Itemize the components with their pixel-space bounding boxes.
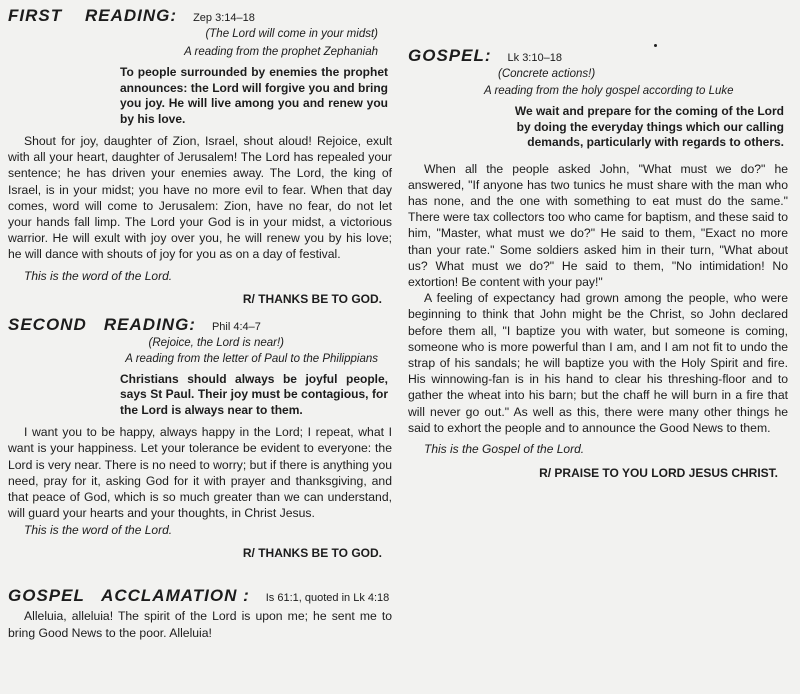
first-reading-closing: This is the word of the Lord. (24, 268, 173, 283)
first-reading-summary: To people surrounded by enemies the prophet announces: the Lord will forgive you and bring you joy. He will live among you and renew you by his love. (120, 65, 388, 126)
acclamation-header (8, 586, 392, 606)
gospel-ref: Lk 3:10–18 (507, 52, 562, 64)
gospel-response: R/ PRAISE TO YOU LORD JESUS CHRIST. (539, 465, 778, 480)
second-reading-header (8, 315, 392, 335)
acclamation-heading: GOSPEL ACCLAMATION : (8, 586, 250, 606)
right-column (408, 0, 788, 480)
gospel-heading: GOSPEL: (408, 46, 492, 65)
gospel-header (408, 46, 788, 66)
second-reading-heading: SECOND READING: (8, 314, 196, 334)
first-reading-body: Shout for joy, daughter of Zion, Israel, shout aloud! Rejoice, exult with all your heart, daughter of Jerusalem! The Lord has repealed your sentence; he has driven your enemies away. The Lord, the king of Israel, is in your midst; you have no more evil to fear. When that day comes, word will come to Jerusalem: Zion, have no fear, do not let your hands fall limp. The Lord your God is in your midst, a victorious warrior. He will exult with joy over you, he will renew you by his love; he will dance with shouts of joy for you as on a day of festival. (8, 134, 392, 262)
gospel-theme: (Concrete actions!) (498, 68, 596, 80)
gospel-body-1: When all the people asked John, "What must we do?" he answered, "If anyone has two tunics he must share with the man who has none, and the one with something to eat must do the same." There were tax collectors too who came for baptism, and these said to him, "Master, what must we do?" He said to them, "Exact no more than your rate." Some soldiers asked him in their turn, "What about us? What must we do?" He said to them, "No intimidation! No extortion! Be content with your pay!" (408, 161, 788, 289)
gospel-acclamation (8, 586, 392, 640)
first-reading-source: A reading from the prophet Zephaniah (184, 46, 378, 58)
first-reading-theme: (The Lord will come in your midst) (205, 28, 378, 40)
first-reading-response: R/ THANKS BE TO GOD. (242, 291, 382, 306)
gospel-body-2: A feeling of expectancy had grown among the people, who were beginning to think that John might be the Christ, so John declared before them all, "I baptize you with water, but someone is coming, someone who is more powerful than I am, and I am not fit to undo the strap of his sandals; he will baptize you with the Holy Spirit and fire. His winnowing-fan is in his hand to clear his threshing-floor and to gather the wheat into his barn; but the chaff he will burn in a fire that will never go out." As well as this, there were many other things he said to exhort the people and to announce the Good News to them. (408, 291, 788, 435)
first-reading-header (8, 6, 392, 26)
second-reading-ref: Phil 4:4–7 (211, 320, 261, 333)
acclamation-body: Alleluia, alleluia! The spirit of the Lord is upon me; he sent me to bring Good News to the poor. Alleluia! (8, 609, 392, 640)
second-reading-closing: This is the word of the Lord. (24, 523, 173, 538)
acclamation-ref: Is 61:1, quoted in Lk 4:18 (265, 592, 390, 605)
gospel-closing: This is the Gospel of the Lord. (424, 441, 585, 456)
gospel (408, 0, 788, 480)
first-reading (8, 0, 392, 306)
second-reading-summary: Christians should always be joyful people, says St Paul. Their joy must be contagious, for the Lord is always near to them. (120, 371, 388, 417)
first-reading-heading: FIRST READING: (8, 6, 178, 25)
first-reading-ref: Zep 3:14–18 (193, 12, 255, 24)
second-reading-body: I want you to be happy, always happy in the Lord; I repeat, what I want is your happiness. Let your tolerance be evident to everyone: the Lord is very near. There is no need to worry; but if there is anything you need, pray for it, asking God for it with prayer and thanksgiving, and that peace of God, which is so much greater than we can understand, will guard your hearts and your thoughts, in Christ Jesus. (8, 425, 392, 521)
second-reading-response: R/ THANKS BE TO GOD. (242, 546, 382, 561)
left-column (8, 0, 392, 641)
gospel-summary: We wait and prepare for the coming of the Lord by doing the everyday things which our calling demands, particularly with regards to others. (514, 104, 784, 149)
gospel-source: A reading from the holy gospel according to Luke (484, 85, 734, 97)
second-reading (8, 315, 392, 561)
second-reading-theme: (Rejoice, the Lord is near!) (148, 336, 284, 349)
second-reading-source: A reading from the letter of Paul to the Philippians (125, 352, 378, 365)
